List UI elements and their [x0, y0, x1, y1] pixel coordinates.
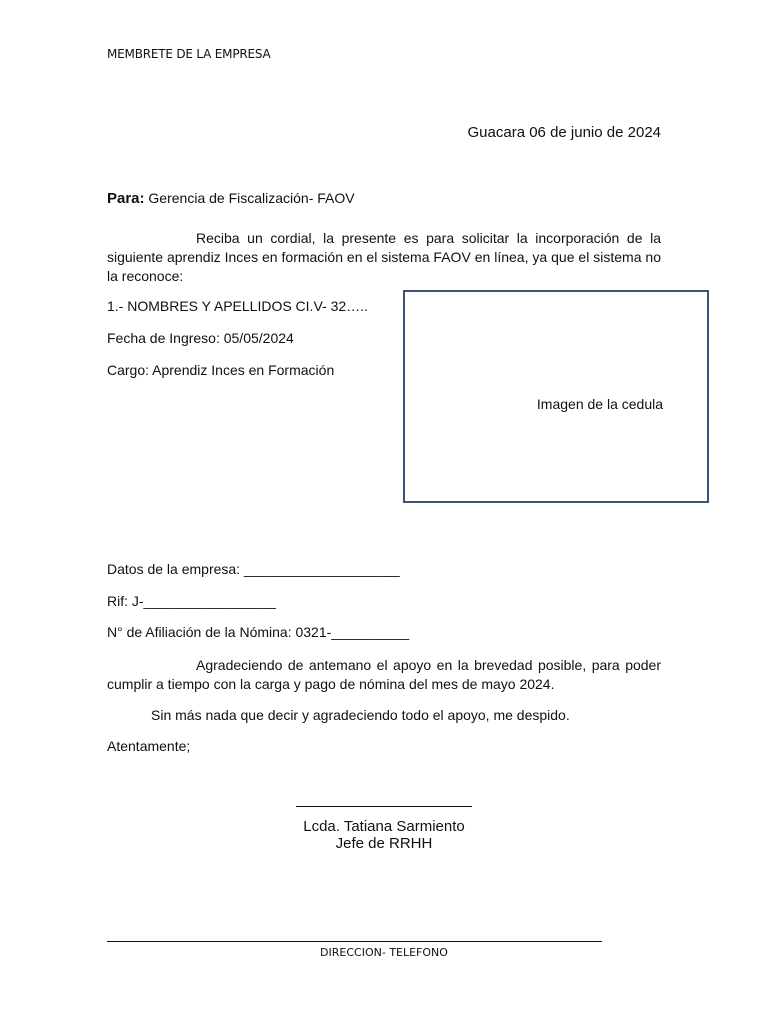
- apprentice-name-line: 1.- NOMBRES Y APELLIDOS CI.V- 32…..: [107, 298, 368, 314]
- farewell-line: Sin más nada que decir y agradeciendo todo el apoyo, me despido.: [151, 707, 570, 723]
- affiliation-line: N° de Afiliación de la Nómina: 0321-__________: [107, 624, 410, 640]
- letterhead: MEMBRETE DE LA EMPRESA: [107, 47, 271, 61]
- closing-line: Atentamente;: [107, 738, 191, 754]
- id-image-box: [403, 290, 709, 503]
- signer-name: Lcda. Tatiana Sarmiento: [303, 818, 465, 835]
- signature-line: [296, 806, 472, 807]
- id-image-label: Imagen de la cedula: [536, 396, 663, 412]
- position-line: Cargo: Aprendiz Inces en Formación: [107, 362, 335, 378]
- recipient-line: [107, 190, 355, 207]
- entry-date-line: Fecha de Ingreso: 05/05/2024: [107, 330, 294, 346]
- date-line: Guacara 06 de junio de 2024: [467, 124, 661, 141]
- intro-paragraph: Reciba un cordial, la presente es para solicitar la incorporación de la siguiente aprendiz Inces en formación en el sistema FAOV en línea, ya que el sistema no la reconoce:: [107, 230, 661, 284]
- rif-line: Rif: J-_________________: [107, 593, 276, 609]
- footer-divider: [107, 941, 602, 942]
- recipient-label: Para:: [107, 190, 145, 207]
- footer-text: DIRECCION- TELEFONO: [320, 946, 448, 959]
- recipient-value: Gerencia de Fiscalización- FAOV: [148, 190, 355, 206]
- signer-title: Jefe de RRHH: [335, 835, 433, 852]
- company-data-line: Datos de la empresa: ____________________: [107, 561, 400, 577]
- thanks-paragraph: Agradeciendo de antemano el apoyo en la brevedad posible, para poder cumplir a tiempo con la carga y pago de nómina del mes de mayo 2024.: [107, 657, 661, 692]
